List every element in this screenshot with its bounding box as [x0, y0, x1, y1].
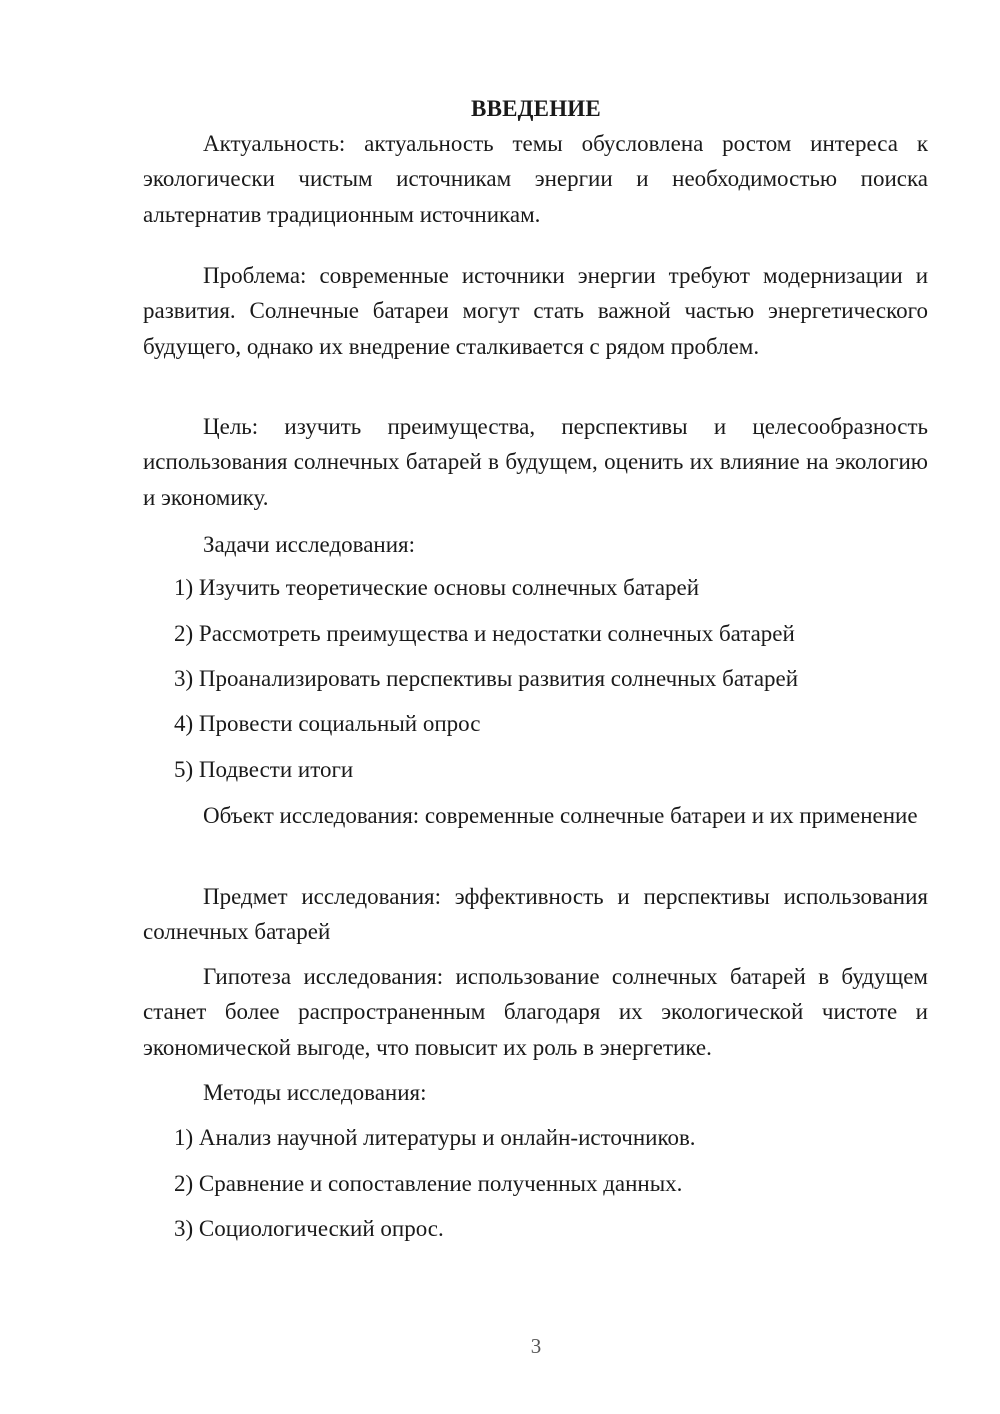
- paragraph-goal: Цель: изучить преимущества, перспективы и целесообразность использования солнечных батарей в будущем, оценить их влияние на экологию и экономику.: [143, 414, 928, 510]
- method-item: 1) Анализ научной литературы и онлайн-источников.: [174, 1125, 696, 1150]
- method-item: 3) Социологический опрос.: [174, 1216, 444, 1241]
- paragraph-problem: Проблема: современные источники энергии требуют модернизации и развития. Солнечные батареи могут стать важной частью энергетического будущего, однако их внедрение сталкивается с рядом проблем.: [143, 263, 928, 359]
- task-item: 1) Изучить теоретические основы солнечных батарей: [174, 575, 700, 600]
- method-item: 2) Сравнение и сопоставление полученных данных.: [174, 1171, 683, 1196]
- task-item: 2) Рассмотреть преимущества и недостатки солнечных батарей: [174, 621, 795, 646]
- tasks-title: Задачи исследования:: [203, 532, 416, 557]
- paragraph-subject: Предмет исследования: эффективность и перспективы использования солнечных батарей: [143, 884, 928, 945]
- task-item: 3) Проанализировать перспективы развития солнечных батарей: [174, 666, 799, 691]
- paragraph-hypothesis: Гипотеза исследования: использование солнечных батарей в будущем станет более распространенным благодаря их экологической чистоте и экономической выгоде, что повысит их роль в энергетике.: [143, 964, 928, 1060]
- methods-title: Методы исследования:: [203, 1080, 427, 1105]
- paragraph-object: Объект исследования: современные солнечные батареи и их применение: [203, 803, 918, 828]
- page-number: 3: [530, 1334, 542, 1358]
- paragraph-relevance: Актуальность: актуальность темы обусловлена ростом интереса к экологически чистым источникам энергии и необходимостью поиска альтернатив традиционным источникам.: [143, 131, 928, 227]
- task-item: 5) Подвести итоги: [174, 757, 354, 782]
- section-heading: ВВЕДЕНИЕ: [471, 96, 601, 121]
- task-item: 4) Провести социальный опрос: [174, 711, 481, 736]
